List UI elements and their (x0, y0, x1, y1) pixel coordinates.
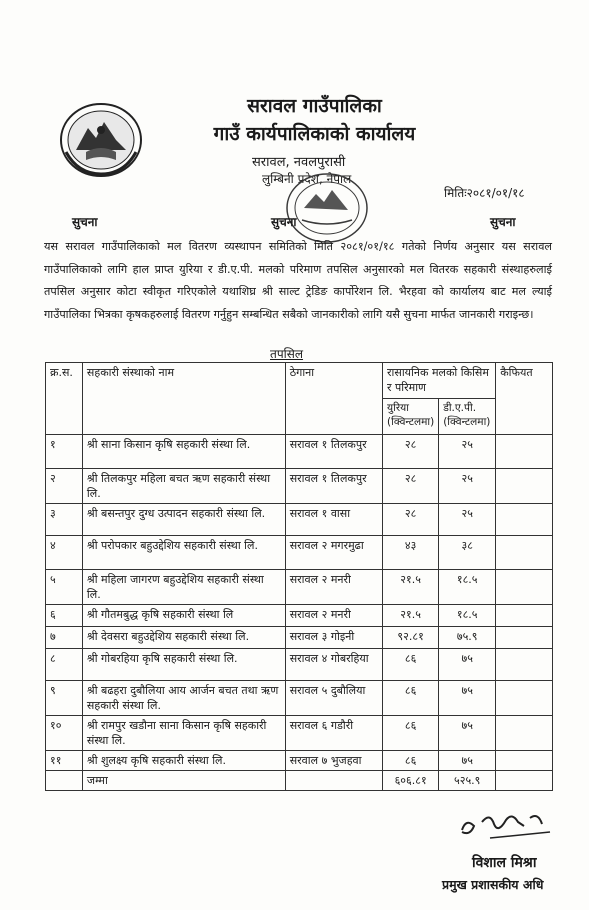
cell-name: श्री देवसरा बहुउद्देशिय सहकारी संस्था लि. (82, 627, 285, 649)
cell-address: सरावल ४ गोबरहिया (285, 649, 382, 681)
cell-urea: ४३ (383, 536, 439, 570)
table-row (46, 627, 553, 649)
cell-name: श्री गौतमबुद्ध कृषि सहकारी संस्था लि (82, 605, 285, 627)
cell-address: सरवाल ७ भुजहवा (285, 751, 382, 771)
cell-sn: ५ (46, 570, 83, 605)
cell-remarks (496, 681, 553, 716)
cell-remarks (496, 536, 553, 570)
cell-dap: ३८ (439, 536, 496, 570)
cell-sn: ३ (46, 504, 83, 536)
table-row (46, 469, 553, 504)
cell-dap: १८.५ (439, 570, 496, 605)
cell-empty (46, 771, 83, 791)
cell-urea: ८६ (383, 751, 439, 771)
cell-dap: ७५ (439, 681, 496, 716)
header-urea: युरिया (क्विन्टलमा) (383, 399, 439, 435)
cell-urea: २८ (383, 469, 439, 504)
cell-remarks (496, 570, 553, 605)
cell-urea: ८६ (383, 716, 439, 751)
cell-address: सरावल १ तिलकपुर (285, 469, 382, 504)
cell-sn: ६ (46, 605, 83, 627)
cell-remarks (496, 627, 553, 649)
table-row (46, 716, 553, 751)
table-row (46, 649, 553, 681)
header-dap: डी.ए.पी. (क्विन्टलमा) (439, 399, 496, 435)
cell-dap: ७५ (439, 649, 496, 681)
address-line: सरावल, नवलपुरासी (252, 155, 346, 170)
cell-sn: १० (46, 716, 83, 751)
cell-remarks (496, 435, 553, 469)
cell-remarks (496, 751, 553, 771)
cell-urea: २१.५ (383, 570, 439, 605)
cell-remarks (496, 469, 553, 504)
province-line: लुम्बिनी प्रदेश, नेपाल (262, 172, 352, 186)
distribution-table (45, 362, 553, 791)
cell-urea: ८६ (383, 681, 439, 716)
cell-urea: २८ (383, 435, 439, 469)
notice-heading-left: सुचना (72, 215, 98, 229)
cell-address: सरावल १ वासा (285, 504, 382, 536)
cell-remarks (496, 716, 553, 751)
cell-address: सरावल २ मनरी (285, 605, 382, 627)
header-sn: क्र.स. (46, 363, 83, 435)
cell-address: सरावल ३ गोइनी (285, 627, 382, 649)
header-address: ठेगाना (285, 363, 382, 435)
cell-empty (285, 771, 382, 791)
cell-dap: ७५ (439, 751, 496, 771)
cell-sn: ११ (46, 751, 83, 771)
cell-address: सरावल २ मनरी (285, 570, 382, 605)
cell-sn: ८ (46, 649, 83, 681)
cell-urea: २८ (383, 504, 439, 536)
table-row (46, 751, 553, 771)
cell-name: श्री बसन्तपुर दुग्ध उत्पादन सहकारी संस्था लि. (82, 504, 285, 536)
cell-sn: ९ (46, 681, 83, 716)
notice-body-text: यस सरावल गाउँपालिकाको मल वितरण व्यस्थापन समितिको मिति २०८१/०१/१८ गतेको निर्णय अनुसार यस सरावल गाउँपालिकाको लागि हाल प्राप्त युरिया र डी.ए.पी. मलको परिमाण तपसिल अनुसारको मल वितरक सहकारी संस्थाहरुलाई तपसिल अनुसार कोटा स्वीकृत गरिएकोले यथाशिघ्र श्री साल्ट ट्रेडिङ कार्पोरेशन लि. भैरहवा को कार्यालय बाट मल ल्याई गाउँपालिका भित्रका कृषकहरुलाई वितरण गर्नुहुन सम्बन्धित सबैको जानकारीको लागि यसै सुचना मार्फत जानकारी गराइन्छ। (44, 240, 552, 321)
cell-address: सरावल ५ दुबौलिया (285, 681, 382, 716)
cell-address: सरावल ६ गडौरी (285, 716, 382, 751)
municipality-title: सरावल गाउँपालिका (247, 95, 382, 117)
table-row (46, 435, 553, 469)
notice-heading-right: सुचना (490, 215, 516, 229)
signatory-title: प्रमुख प्रशासकीय अधि (442, 877, 544, 892)
cell-dap: १८.५ (439, 605, 496, 627)
cell-urea: ९२.८१ (383, 627, 439, 649)
header-name: सहकारी संस्थाको नाम (82, 363, 285, 435)
cell-sn: १ (46, 435, 83, 469)
header-fertilizer: रासायनिक मलको किसिम र परिमाण (383, 363, 496, 399)
cell-dap: २५ (439, 435, 496, 469)
notice-heading-center: सुचना (271, 215, 297, 229)
cell-dap: ७५.९ (439, 627, 496, 649)
cell-dap: ७५ (439, 716, 496, 751)
cell-name: श्री बढहरा दुबौलिया आय आर्जन बचत तथा ऋण सहकारी संस्था लि. (82, 681, 285, 716)
cell-sn: २ (46, 469, 83, 504)
cell-empty (496, 771, 553, 791)
cell-dap: २५ (439, 469, 496, 504)
cell-name: श्री साना किसान कृषि सहकारी संस्था लि. (82, 435, 285, 469)
total-urea: ६०६.८१ (383, 771, 439, 791)
table-row (46, 570, 553, 605)
office-title: गाउँ कार्यपालिकाको कार्यालय (213, 123, 416, 145)
cell-address: सरावल १ तिलकपुर (285, 435, 382, 469)
cell-name: श्री परोपकार बहुउद्देशिय सहकारी संस्था लि. (82, 536, 285, 570)
table-row (46, 681, 553, 716)
cell-name: श्री तिलकपुर महिला बचत ऋण सहकारी संस्था लि. (82, 469, 285, 504)
total-label: जम्मा (82, 771, 285, 791)
cell-name: श्री शुलक्ष्य कृषि सहकारी संस्था लि. (82, 751, 285, 771)
cell-sn: ४ (46, 536, 83, 570)
total-dap: ५२५.९ (439, 771, 496, 791)
cell-remarks (496, 605, 553, 627)
cell-sn: ७ (46, 627, 83, 649)
cell-urea: २१.५ (383, 605, 439, 627)
table-row (46, 536, 553, 570)
cell-dap: २५ (439, 504, 496, 536)
cell-remarks (496, 649, 553, 681)
header-remarks: कैफियत (496, 363, 553, 435)
cell-name: श्री गोबरहिया कृषि सहकारी संस्था लि. (82, 649, 285, 681)
cell-name: श्री रामपुर खडौना साना किसान कृषि सहकारी संस्था लि. (82, 716, 285, 751)
cell-urea: ८६ (383, 649, 439, 681)
cell-remarks (496, 504, 553, 536)
signatory-name: विशाल मिश्रा (472, 855, 537, 871)
cell-name: श्री महिला जागरण बहुउद्देशिय सहकारी संस्था लि. (82, 570, 285, 605)
total-row (46, 771, 553, 791)
table-row (46, 504, 553, 536)
table-row (46, 605, 553, 627)
table-title: तपसिल (270, 347, 304, 361)
cell-address: सरावल २ मगरमुढा (285, 536, 382, 570)
notice-date: मितिः२०८१/०१/१८ (444, 186, 525, 200)
